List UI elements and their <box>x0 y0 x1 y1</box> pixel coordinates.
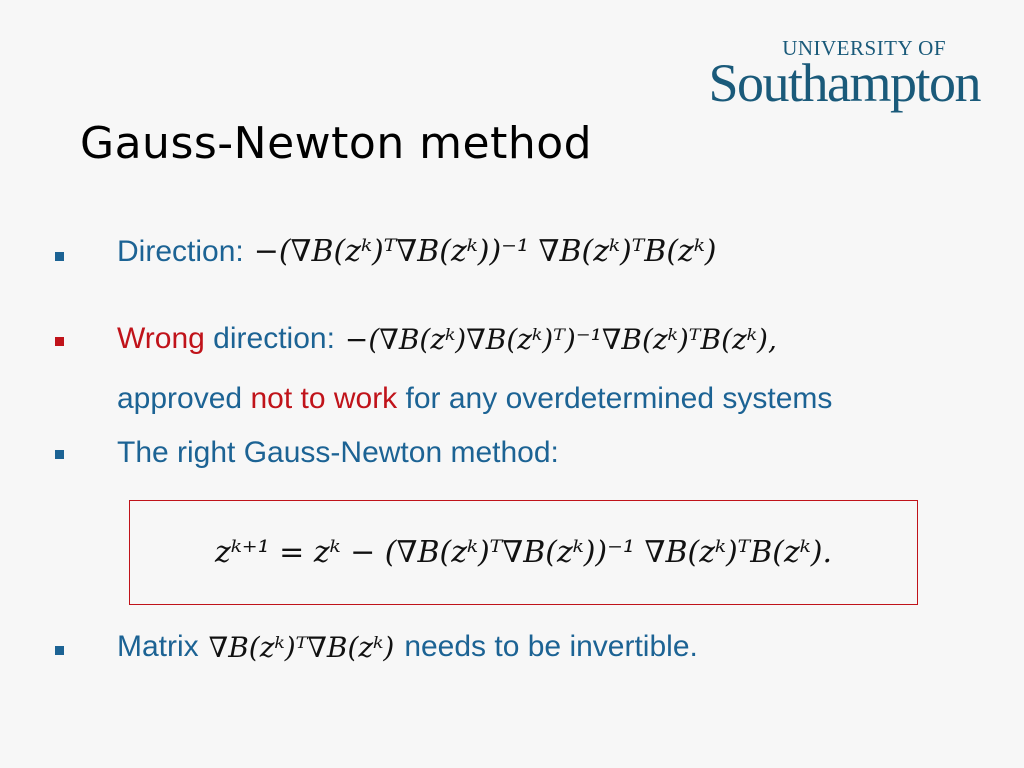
matrix-label: Matrix <box>117 630 199 663</box>
wrong-direction-formula: −(∇B(zᵏ)∇B(zᵏ)ᵀ)⁻¹∇B(zᵏ)ᵀB(zᵏ), <box>344 322 777 356</box>
not-to-work-text: not to work <box>250 382 398 415</box>
bullet-invertible <box>117 630 698 664</box>
university-logo <box>708 36 980 113</box>
wrong-direction-continuation <box>117 382 832 416</box>
invertible-label: needs to be invertible. <box>404 630 698 663</box>
right-method-label: The right Gauss-Newton method: <box>117 436 559 469</box>
bullet-marker-4 <box>55 646 64 655</box>
direction-formula: −(∇B(zᵏ)ᵀ∇B(zᵏ))⁻¹ ∇B(zᵏ)ᵀB(zᵏ) <box>253 234 717 269</box>
direction-label: Direction: <box>117 234 244 268</box>
wrong-label: Wrong <box>117 322 205 355</box>
logo-line-1: UNIVERSITY OF <box>782 36 946 60</box>
wrong-direction-label: direction: <box>213 322 335 355</box>
approved-text: approved <box>117 382 243 415</box>
bullet-marker-2 <box>55 337 64 346</box>
logo-line-2: Southampton <box>708 53 980 113</box>
boxed-update-formula <box>129 500 918 605</box>
bullet-marker-1 <box>55 252 64 261</box>
overdetermined-text: for any overdetermined systems <box>405 382 833 415</box>
matrix-formula: ∇B(zᵏ)ᵀ∇B(zᵏ) <box>208 630 395 664</box>
update-formula: zᵏ⁺¹ = zᵏ − (∇B(zᵏ)ᵀ∇B(zᵏ))⁻¹ ∇B(zᵏ)ᵀB(zᵏ). <box>215 535 832 570</box>
bullet-right-method <box>117 436 559 470</box>
bullet-marker-3 <box>55 450 64 459</box>
bullet-direction <box>117 234 717 269</box>
bullet-wrong-direction <box>117 322 777 356</box>
slide-title: Gauss-Newton method <box>80 118 593 169</box>
